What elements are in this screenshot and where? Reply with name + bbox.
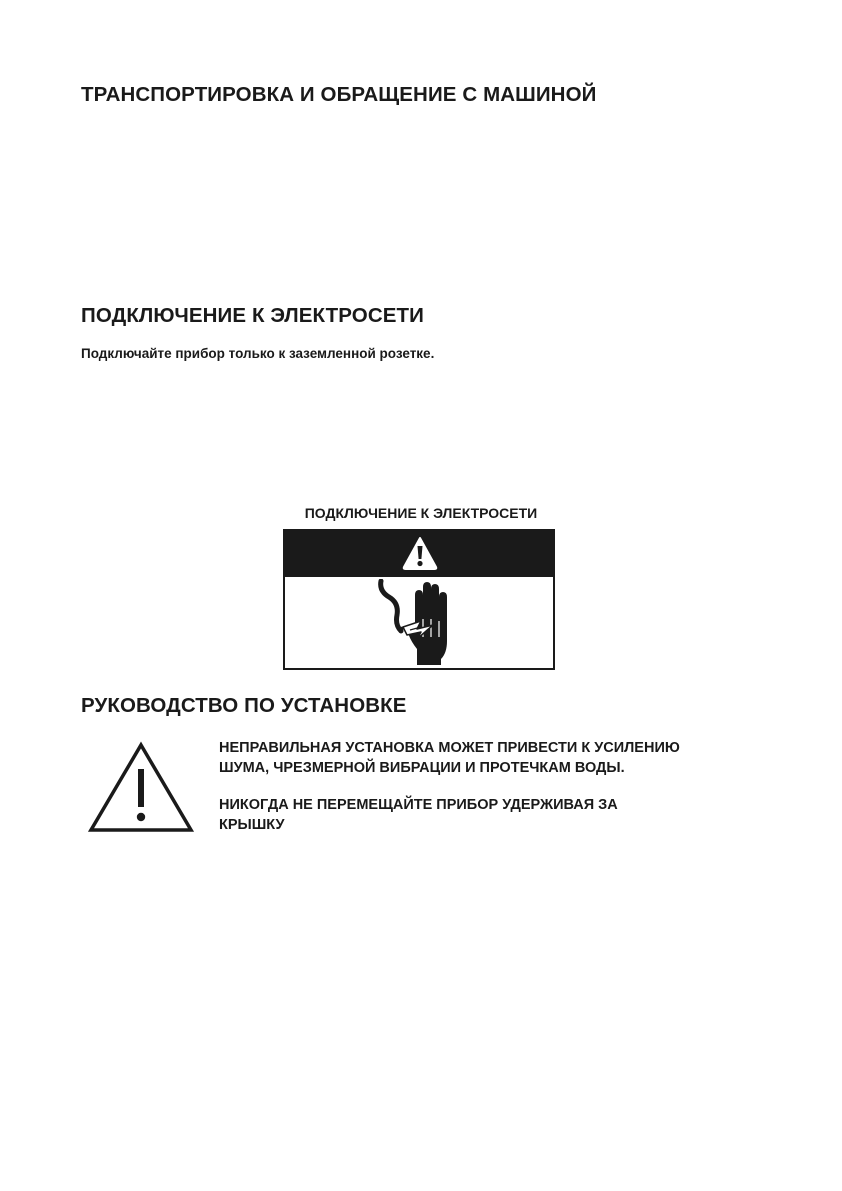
install-warning-1-line-1: НЕПРАВИЛЬНАЯ УСТАНОВКА МОЖЕТ ПРИВЕСТИ К УСИЛЕНИЮ (219, 740, 680, 756)
section-title-installation-guide: РУКОВОДСТВО ПО УСТАНОВКЕ (81, 694, 407, 717)
install-warning-2-line-2: КРЫШКУ (219, 817, 285, 833)
install-warning-1-line-2: ШУМА, ЧРЕЗМЕРНОЙ ВИБРАЦИИ И ПРОТЕЧКАМ ВОДЫ. (219, 760, 625, 776)
warning-triangle-icon (401, 535, 439, 571)
install-warning-2-line-1: НИКОГДА НЕ ПЕРЕМЕЩАЙТЕ ПРИБОР УДЕРЖИВАЯ ЗА (219, 797, 618, 813)
electric-connection-instruction: Подключайте прибор только к заземленной розетке. (81, 346, 435, 361)
sign-header-band (285, 531, 553, 577)
electric-shock-hand-icon (377, 579, 459, 667)
section-title-electric-connection: ПОДКЛЮЧЕНИЕ К ЭЛЕКТРОСЕТИ (81, 304, 424, 327)
electric-sign-caption: ПОДКЛЮЧЕНИЕ К ЭЛЕКТРОСЕТИ (304, 505, 538, 521)
section-title-transport: ТРАНСПОРТИРОВКА И ОБРАЩЕНИЕ С МАШИНОЙ (81, 83, 597, 106)
warning-triangle-icon (87, 741, 195, 835)
electric-shock-warning-sign (283, 529, 555, 670)
